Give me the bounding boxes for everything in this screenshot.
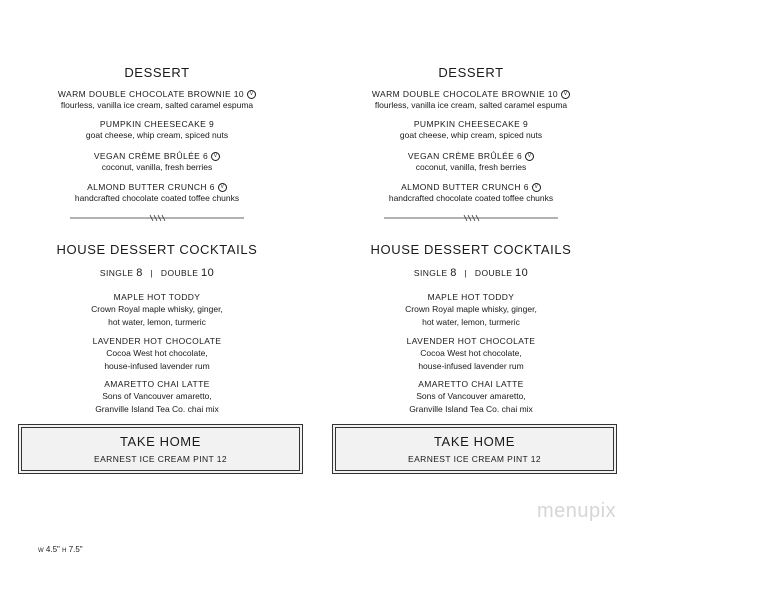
dessert-item-desc: handcrafted chocolate coated toffee chunks (74, 193, 240, 203)
cocktail-name: LAVENDER HOT CHOCOLATE (92, 336, 222, 346)
cocktail-name: MAPLE HOT TODDY (427, 292, 515, 302)
vegan-symbol-icon: V (532, 183, 541, 192)
vegan-symbol-icon: V (218, 183, 227, 192)
dessert-item-name: ALMOND BUTTER CRUNCH 6 V (326, 182, 616, 192)
dessert-item-name: VEGAN CRÈME BRÛLÉE 6 V (12, 151, 302, 161)
dessert-title: DESSERT (124, 65, 190, 80)
dessert-item-name: PUMPKIN CHEESECAKE 9 (413, 119, 529, 129)
dessert-title: DESSERT (438, 65, 504, 80)
vegan-symbol-icon: V (525, 152, 534, 161)
dessert-item-name: PUMPKIN CHEESECAKE 9 (99, 119, 215, 129)
cocktail-desc: Crown Royal maple whisky, ginger, (91, 304, 223, 314)
dessert-item-name: WARM DOUBLE CHOCOLATE BROWNIE 10 V (326, 89, 616, 99)
dessert-item-desc: flourless, vanilla ice cream, salted caramel espuma (60, 100, 254, 110)
take-home-item: EARNEST ICE CREAM PINT 12 (94, 454, 227, 464)
dessert-item-desc: flourless, vanilla ice cream, salted caramel espuma (374, 100, 568, 110)
take-home-item: EARNEST ICE CREAM PINT 12 (408, 454, 541, 464)
take-home-title: TAKE HOME (119, 434, 201, 449)
cocktails-title: HOUSE DESSERT COCKTAILS (370, 242, 572, 257)
cocktails-title: HOUSE DESSERT COCKTAILS (56, 242, 258, 257)
cocktail-desc: Sons of Vancouver amaretto, (102, 391, 212, 401)
cocktail-pricing: SINGLE 8 | DOUBLE 10 (413, 267, 529, 279)
vegan-symbol-icon: V (561, 90, 570, 99)
take-home-inner-border (21, 427, 300, 471)
cocktail-desc: Cocoa West hot chocolate, (420, 348, 522, 358)
cocktail-desc: hot water, lemon, turmeric (108, 317, 206, 327)
cocktail-desc: Sons of Vancouver amaretto, (416, 391, 526, 401)
dessert-item-name: ALMOND BUTTER CRUNCH 6 V (12, 182, 302, 192)
dessert-item-desc: goat cheese, whip cream, spiced nuts (399, 130, 543, 140)
cocktail-name: MAPLE HOT TODDY (113, 292, 201, 302)
size-note: W 4.5" H 7.5" (38, 545, 83, 554)
watermark: menupix (537, 500, 617, 522)
cocktail-pricing: SINGLE 8 | DOUBLE 10 (99, 267, 215, 279)
cocktail-desc: house-infused lavender rum (104, 361, 210, 371)
cocktail-desc: Granville Island Tea Co. chai mix (409, 404, 533, 414)
vegan-symbol-icon: V (247, 90, 256, 99)
dessert-item-desc: handcrafted chocolate coated toffee chunks (388, 193, 554, 203)
cocktail-desc: Cocoa West hot chocolate, (106, 348, 208, 358)
ornament-divider (70, 214, 244, 222)
cocktail-desc: house-infused lavender rum (418, 361, 524, 371)
take-home-title: TAKE HOME (433, 434, 515, 449)
dessert-item-desc: coconut, vanilla, fresh berries (101, 162, 213, 172)
cocktail-desc: Granville Island Tea Co. chai mix (95, 404, 219, 414)
take-home-box (18, 424, 303, 474)
dessert-item-name: WARM DOUBLE CHOCOLATE BROWNIE 10 V (12, 89, 302, 99)
cocktail-name: AMARETTO CHAI LATTE (418, 379, 524, 389)
dessert-item-desc: goat cheese, whip cream, spiced nuts (85, 130, 229, 140)
cocktail-desc: Crown Royal maple whisky, ginger, (405, 304, 537, 314)
take-home-inner-border (335, 427, 614, 471)
cocktail-desc: hot water, lemon, turmeric (422, 317, 520, 327)
cocktail-name: AMARETTO CHAI LATTE (104, 379, 210, 389)
dessert-item-desc: coconut, vanilla, fresh berries (415, 162, 527, 172)
ornament-divider (384, 214, 558, 222)
take-home-box (332, 424, 617, 474)
cocktail-name: LAVENDER HOT CHOCOLATE (406, 336, 536, 346)
vegan-symbol-icon: V (211, 152, 220, 161)
dessert-item-name: VEGAN CRÈME BRÛLÉE 6 V (326, 151, 616, 161)
